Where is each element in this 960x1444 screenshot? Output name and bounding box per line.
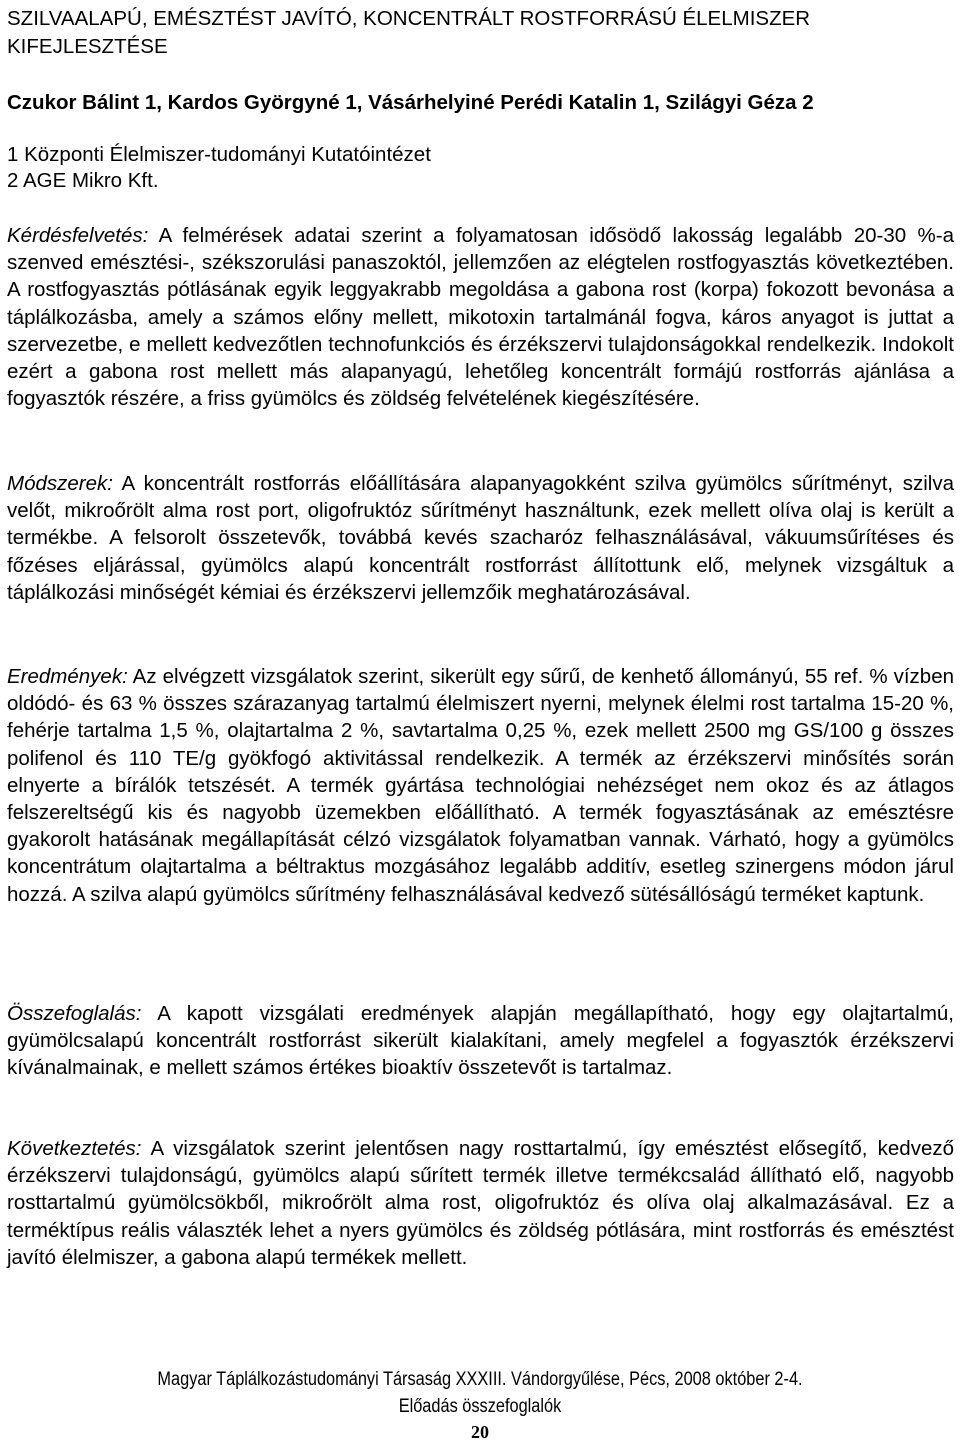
section-body: A koncentrált rostforrás előállítására alapanyagokként szilva gyümölcs sűrítményt, szilva velőt, mikroőrölt alma rost port, oligofruktóz sűrítményt használtunk, ezek mellett olíva olaj is került a termékbe. A felsorolt összetevők, továbbá kevés szacharóz felhasználásával, vákuumsűrítéses és főzéses eljárással, gyümölcs alapú koncentrált rostforrást állítottunk elő, melynek vizsgáltuk a táplálkozási minőségét kémiai és érzékszervi jellemzőik meghatározásával. bbox=[7, 472, 954, 604]
document-title: SZILVAALAPÚ, EMÉSZTÉST JAVÍTÓ, KONCENTRÁLT ROSTFORRÁSÚ ÉLELMISZER KIFEJLESZTÉSE bbox=[7, 7, 811, 58]
page-number: 20 bbox=[471, 1422, 489, 1442]
section-heading: Kérdésfelvetés: bbox=[7, 224, 149, 247]
section-heading: Eredmények: bbox=[7, 665, 128, 688]
affiliation-item: 1 Központi Élelmiszer-tudományi Kutatóintézet bbox=[7, 143, 431, 166]
author-list: Czukor Bálint 1, Kardos Györgyné 1, Vásárhelyiné Perédi Katalin 1, Szilágyi Géza 2 bbox=[7, 91, 814, 114]
affiliation-item: 2 AGE Mikro Kft. bbox=[7, 169, 159, 192]
section-body: A kapott vizsgálati eredmények alapján megállapítható, hogy egy olajtartalmú, gyümölcsalapú koncentrált rostforrást sikerült kialakítani, amely megfelel a fogyasztók érzékszervi kívánalmainak, e mellett számos értékes bioaktív összetevőt is tartalmaz. bbox=[7, 1002, 954, 1080]
section-results bbox=[7, 663, 954, 908]
section-methods bbox=[7, 470, 954, 606]
section-summary bbox=[7, 1000, 954, 1082]
section-body: Az elvégzett vizsgálatok szerint, sikerült egy sűrű, de kenhető állományú, 55 ref. % vízben oldódó- és 63 % összes szárazanyag tartalmú élelmiszert nyerni, melynek élelmi rost tartalma 15-20 %, fehérje tartalma 1,5 %, olajtartalma 2 %, savtartalma 0,25 %, ezek mellett 2500 mg GS/100 g összes polifenol és 110 TE/g gyökfogó aktivitással rendelkezik. A termék az érzékszervi minősítés során elnyerte a bírálók tetszését. A termék gyártása technológiai nehézséget nem okoz és az átlagos felszereltségű kis és nagyobb üzemekben előállítható. A termék fogyasztásának az emésztésre gyakorolt hatásának megállapítását célzó vizsgálatok folyamatban vannak. Várható, hogy a gyümölcs koncentrátum olajtartalma a béltraktus mozgásához legalább additív, esetleg szinergens módon járul hozzá. A szilva alapú gyümölcs sűrítmény felhasználásával kedvező sütésállóságú terméket kaptunk. bbox=[7, 665, 954, 906]
section-body: A vizsgálatok szerint jelentősen nagy rosttartalmú, így emésztést elősegítő, kedvező érzékszervi tulajdonságú, gyümölcs alapú sűrített termék illetve termékcsalád állítható elő, nagyobb rosttartalmú gyümölcsökből, mikroőrölt alma rost, oligofruktóz és olíva olaj alkalmazásával. Ez a terméktípus reális választék lehet a nyers gyümölcs és zöldség pótlására, mint rostforrás és emésztést javító élelmiszer, a gabona alapú termékek mellett. bbox=[7, 1137, 954, 1269]
affiliation-list bbox=[7, 142, 947, 194]
section-heading: Módszerek: bbox=[7, 472, 113, 495]
section-heading: Következtetés: bbox=[7, 1137, 142, 1160]
section-problem-statement bbox=[7, 222, 954, 412]
section-heading: Összefoglalás: bbox=[7, 1002, 142, 1025]
section-body: A felmérések adatai szerint a folyamatosan idősödő lakosság legalább 20-30 %-a szenved emésztési-, székszorulási panaszoktól, jellemzően az elégtelen rostfogyasztás következtében. A rostfogyasztás pótlásának egyik leggyakrabb megoldása a gabona rost (korpa) fokozott bevonása a táplálkozásba, amely a számos előny mellett, mikotoxin tartalmánál fogva, káros anyagot is juttat a szervezetbe, e mellett kedvezőtlen technofunkciós és érzékszervi tulajdonságokkal rendelkezik. Indokolt ezért a gabona rost mellett más alapanyagú, lehetőleg koncentrált formájú rostforrás ajánlása a fogyasztók részére, a friss gyümölcs és zöldség felvételének kiegészítésére. bbox=[7, 224, 954, 411]
footer-conference: Magyar Táplálkozástudományi Társaság XXXIII. Vándorgyűlése, Pécs, 2008 október 2-4. bbox=[157, 1369, 803, 1390]
footer-subtitle: Előadás összefoglalók bbox=[398, 1396, 562, 1417]
section-conclusion bbox=[7, 1135, 954, 1271]
